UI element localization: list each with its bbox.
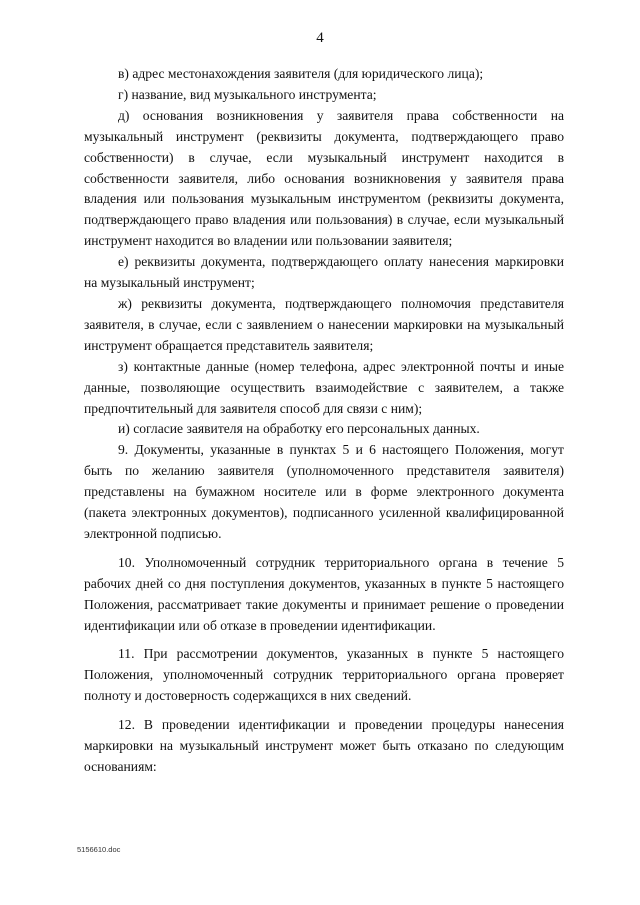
- paragraph-clause-11: 11. При рассмотрении документов, указанных в пункте 5 настоящего Положения, уполномоченный сотрудник территориального органа проверяет полноту и достоверность содержащихся в них сведений.: [84, 646, 564, 704]
- paragraph-item-g: г) название, вид музыкального инструмента;: [118, 86, 377, 102]
- paragraph-item-z: з) контактные данные (номер телефона, адрес электронной почты и иные данные, позволяющие осуществить взаимодействие с заявителем, а также предпочтительный для заявителя способ для связи с ним);: [84, 358, 564, 416]
- page-number: 4: [316, 30, 324, 46]
- paragraph-item-zh: ж) реквизиты документа, подтверждающего полномочия представителя заявителя, в случае, если с заявлением о нанесении маркировки на музыкальный инструмент обращается представитель заявителя;: [84, 295, 564, 353]
- paragraph-clause-9: 9. Документы, указанные в пунктах 5 и 6 настоящего Положения, могут быть по желанию заявителя (уполномоченного представителя заявителя) представлены на бумажном носителе или в форме электронного документа (пакета электронных документов), подписанного усиленной квалифицированной электронной подписью.: [84, 442, 564, 541]
- document-body: [84, 64, 564, 778]
- paragraph-item-v: в) адрес местонахождения заявителя (для юридического лица);: [118, 66, 484, 81]
- paragraph-clause-12: 12. В проведении идентификации и проведении процедуры нанесения маркировки на музыкальный инструмент может быть отказано по следующим основаниям:: [84, 717, 564, 774]
- paragraph-clause-10: 10. Уполномоченный сотрудник территориального органа в течение 5 рабочих дней со дня поступления документов, указанных в пункте 5 настоящего Положения, рассматривает такие документы и принимает решение о проведении идентификации или об отказе в проведении идентификации.: [84, 554, 564, 633]
- footer-filename: 5156610.doc: [77, 845, 121, 854]
- paragraph-item-d: д) основания возникновения у заявителя права собственности на музыкальный инструмент (реквизиты документа, подтверждающего право собственности) в случае, если музыкальный инструмент находится в собственности заявителя, либо основания возникновения у заявителя права владения или пользования музыкальным инструментом (реквизиты документа, подтверждающего право владения или пользования) в случае, если музыкальный инструмент находится во владении или пользовании заявителя;: [84, 107, 564, 249]
- paragraph-item-e: е) реквизиты документа, подтверждающего оплату нанесения маркировки на музыкальный инструмент;: [84, 254, 564, 291]
- paragraph-item-i: и) согласие заявителя на обработку его персональных данных.: [118, 421, 480, 437]
